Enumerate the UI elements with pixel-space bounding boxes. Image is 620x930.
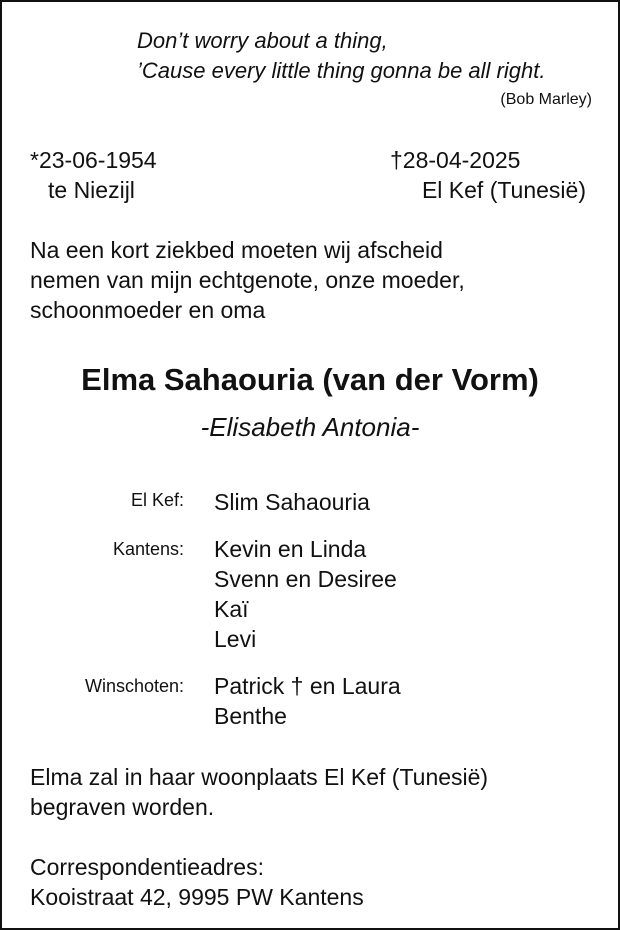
birth-symbol: * <box>30 147 39 173</box>
intro-line: Na een kort ziekbed moeten wij afscheid <box>30 237 443 263</box>
burial-line: begraven worden. <box>30 794 215 820</box>
relatives-list-winschoten <box>214 671 401 731</box>
intro-line: nemen van mijn echtgenote, onze moeder, <box>30 267 465 293</box>
death-date-value: 28-04-2025 <box>402 147 521 173</box>
intro-text <box>30 235 465 325</box>
correspondence-label: Correspondentieadres: <box>30 854 264 880</box>
relatives-list-kantens <box>214 534 397 654</box>
relatives-place-elkef: El Kef: <box>130 490 184 510</box>
death-place: El Kef (Tunesië) <box>421 177 586 203</box>
correspondence <box>30 852 364 912</box>
birth-date-value: 23-06-1954 <box>38 147 157 173</box>
deceased-given-names: -Elisabeth Antonia- <box>200 412 420 442</box>
intro-line: schoonmoeder en oma <box>30 297 266 323</box>
death-symbol: † <box>390 147 403 173</box>
relative-name: Svenn en Desiree <box>214 566 397 592</box>
deceased-name: Elma Sahaouria (van der Vorm) <box>81 362 539 397</box>
birth-date <box>30 145 157 175</box>
relative-name: Slim Sahaouria <box>214 489 370 515</box>
quote-line-1: Don’t worry about a thing, <box>137 28 388 53</box>
relative-name: Kaï <box>214 596 249 622</box>
death-date <box>390 145 520 175</box>
relative-name: Kevin en Linda <box>214 536 367 562</box>
burial-text <box>30 762 488 822</box>
relative-name: Levi <box>214 626 257 652</box>
quote-attribution: (Bob Marley) <box>500 91 592 108</box>
correspondence-address: Kooistraat 42, 9995 PW Kantens <box>30 884 364 910</box>
quote-line-2: ’Cause every little thing gonna be all right. <box>137 58 546 83</box>
birth-place: te Niezijl <box>48 177 135 203</box>
relatives-place-kantens: Kantens: <box>112 539 184 559</box>
relative-name: Benthe <box>214 703 287 729</box>
burial-line: Elma zal in haar woonplaats El Kef (Tunesië) <box>30 764 489 790</box>
relative-name: Patrick † en Laura <box>214 673 401 699</box>
relatives-place-winschoten: Winschoten: <box>84 676 184 696</box>
relatives-list-elkef <box>214 487 370 517</box>
